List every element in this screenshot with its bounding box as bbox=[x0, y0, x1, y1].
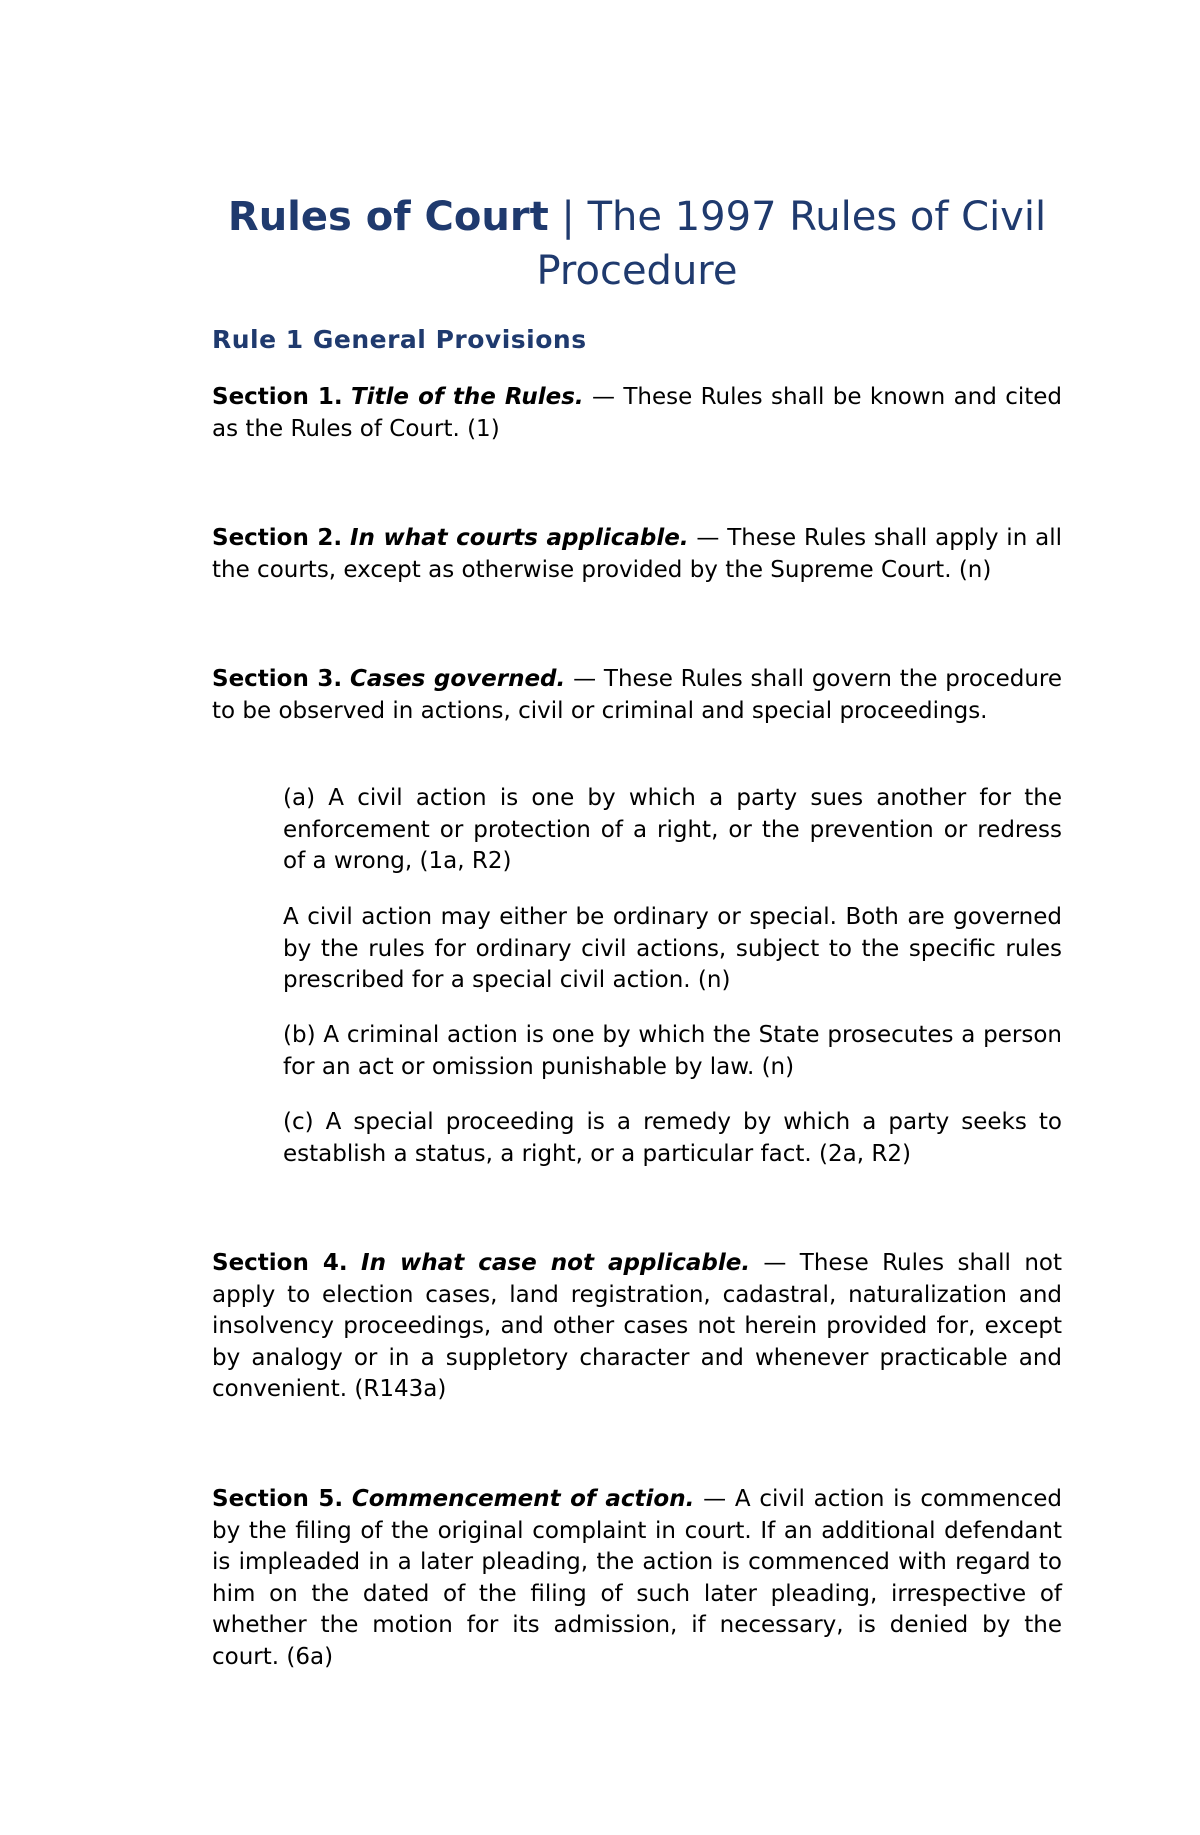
section-text: — These Rules shall apply in all the courts, except as otherwise provided by the Supreme Court. (n) bbox=[212, 525, 1062, 583]
section-text: — These Rules shall be known and cited as the Rules of Court. (1) bbox=[212, 384, 1062, 442]
section-label: Section 3. bbox=[212, 666, 343, 692]
section-3-subparagraph-civil-action: A civil action may either be ordinary or special. Both are governed by the rules for ordinary civil actions, subject to the specific rules prescribed for a special civil action. (n) bbox=[283, 904, 1062, 993]
section-text: — These Rules shall govern the procedure to be observed in actions, civil or criminal and special proceedings. bbox=[212, 666, 1063, 724]
section-2 bbox=[212, 523, 1062, 586]
section-3-subparagraph-b: (b) A criminal action is one by which the State prosecutes a person for an act or omission punishable by law. (n) bbox=[283, 1022, 1062, 1080]
section-heading: Title of the Rules. bbox=[350, 384, 584, 410]
title-rest: The 1997 Rules of Civil Procedure bbox=[536, 194, 1047, 294]
section-3-subparagraph-c: (c) A special proceeding is a remedy by which a party seeks to establish a status, a right, or a particular fact. (2a, R2) bbox=[283, 1109, 1062, 1167]
title-separator: | bbox=[548, 194, 588, 240]
title-bold: Rules of Court bbox=[227, 194, 549, 240]
section-label: Section 5. bbox=[212, 1486, 344, 1512]
section-5 bbox=[212, 1484, 1062, 1673]
section-4 bbox=[212, 1248, 1062, 1406]
section-label: Section 4. bbox=[212, 1250, 348, 1276]
section-text: — These Rules shall not apply to election cases, land registration, cadastral, naturalization and insolvency proceedings, and other cases not herein provided for, except by analogy or in a suppletory character and whenever practicable and convenient. (R143a) bbox=[212, 1250, 1062, 1402]
section-label: Section 1. bbox=[212, 384, 343, 410]
section-heading: In what case not applicable. bbox=[361, 1250, 751, 1276]
section-3 bbox=[212, 664, 1062, 727]
section-label: Section 2. bbox=[212, 525, 343, 551]
section-heading: Cases governed. bbox=[349, 666, 566, 692]
section-1 bbox=[212, 382, 1062, 445]
rule-heading: Rule 1 General Provisions bbox=[212, 325, 587, 354]
section-heading: In what courts applicable. bbox=[349, 525, 689, 551]
section-text: — A civil action is commenced by the filing of the original complaint in court. If an additional defendant is impleaded in a later pleading, the action is commenced with regard to him on the dated of the filing of such later pleading, irrespective of whether the motion for its admission, if necessary, is denied by the court. (6a) bbox=[212, 1486, 1062, 1670]
page-title bbox=[212, 190, 1062, 298]
section-heading: Commencement of action. bbox=[351, 1486, 695, 1512]
section-3-subparagraph-a: (a) A civil action is one by which a party sues another for the enforcement or protection of a right, or the prevention or redress of a wrong, (1a, R2) bbox=[283, 785, 1062, 874]
